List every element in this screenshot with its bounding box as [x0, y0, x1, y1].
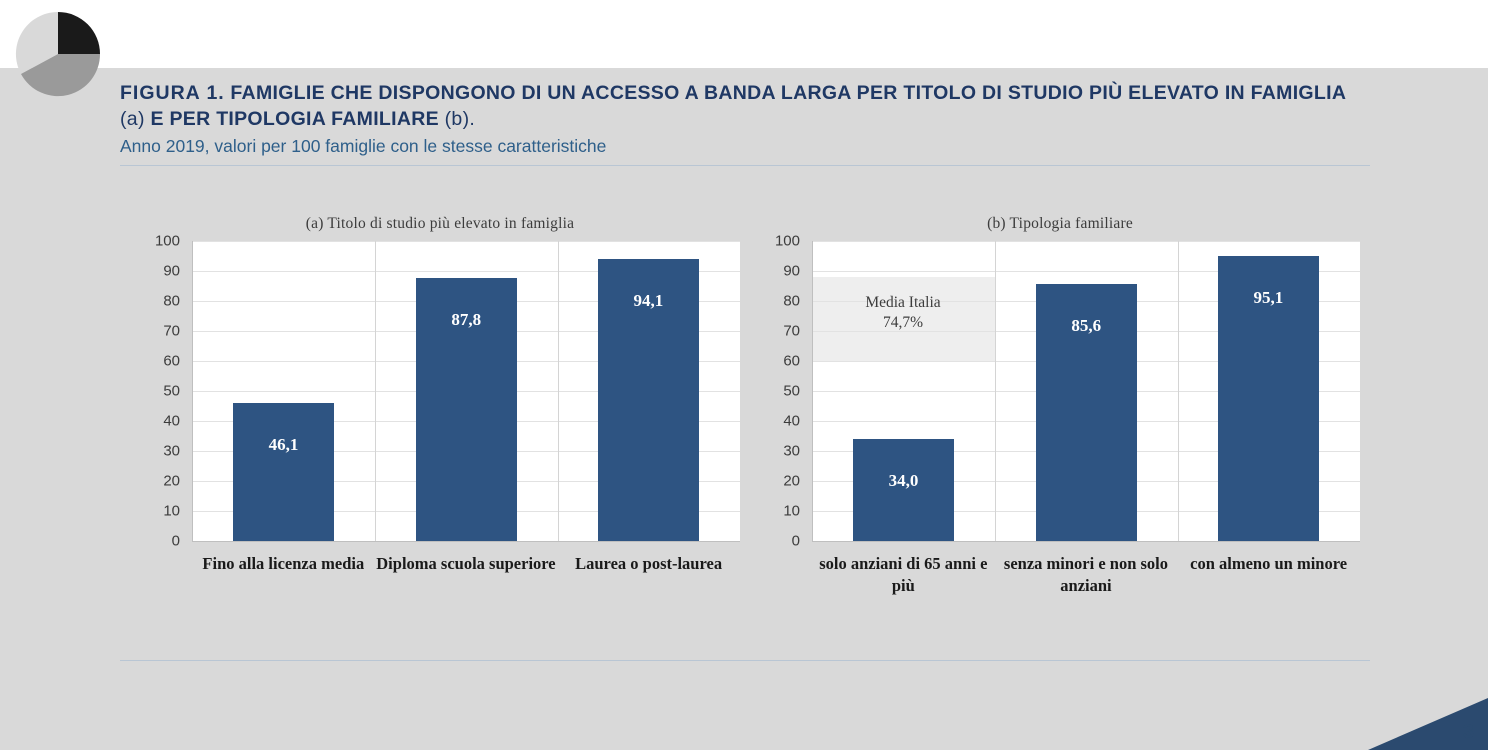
figure-title — [120, 80, 1370, 132]
category-label: senza minori e non solo anziani — [1003, 554, 1168, 595]
header-divider — [120, 165, 1370, 166]
chart-a-y-axis — [140, 232, 186, 550]
chart-b-title: (b) Tipologia familiare — [987, 215, 1133, 232]
figure-header — [120, 80, 1370, 166]
figure-title-b: (b). — [444, 108, 476, 130]
media-italia-value: 74,7% — [882, 314, 924, 331]
y-tick: 50 — [783, 382, 800, 400]
y-tick: 30 — [163, 442, 180, 460]
y-tick: 70 — [163, 322, 180, 340]
y-tick: 90 — [163, 262, 180, 280]
figure-subtitle: Anno 2019, valori per 100 famiglie con le stesse caratteristiche — [120, 136, 607, 156]
chart-a-plot — [192, 241, 740, 542]
chart-b-plot-wrapper — [760, 232, 1360, 595]
y-tick: 80 — [783, 292, 800, 310]
category-divider — [375, 241, 376, 541]
y-tick: 100 — [774, 232, 800, 250]
y-tick: 60 — [783, 352, 800, 370]
gridline — [813, 241, 1360, 242]
y-tick: 20 — [163, 472, 180, 490]
chart-a-category-labels — [192, 553, 740, 623]
bar-value-label: 85,6 — [1071, 316, 1102, 336]
figure-title-part2: E PER TIPOLOGIA FAMILIARE — [150, 108, 439, 130]
y-tick: 50 — [163, 382, 180, 400]
bar-value-label: 46,1 — [268, 434, 299, 454]
bar-senza-minori-non-solo-anziani[interactable] — [1036, 284, 1137, 541]
y-tick: 10 — [783, 502, 800, 520]
category-label: Laurea o post-laurea — [575, 554, 723, 573]
category-label: Diploma scuola superiore — [376, 554, 556, 573]
bar-solo-anziani-65[interactable] — [853, 439, 954, 541]
category-divider — [1178, 241, 1179, 541]
chart-b-category-labels — [812, 553, 1360, 623]
y-tick: 0 — [791, 532, 800, 550]
y-tick: 20 — [783, 472, 800, 490]
bar-value-label: 87,8 — [451, 309, 482, 329]
y-tick: 70 — [783, 322, 800, 340]
y-tick: 90 — [783, 262, 800, 280]
chart-a-title: (a) Titolo di studio più elevato in famiglia — [305, 215, 575, 232]
category-divider — [995, 241, 996, 541]
chart-a-plot-wrapper — [140, 232, 740, 573]
media-italia-annotation — [803, 293, 1003, 333]
y-tick: 30 — [783, 442, 800, 460]
bar-fino-alla-licenza-media[interactable] — [233, 403, 334, 541]
category-label: con almeno un minore — [1190, 554, 1348, 573]
category-label: solo anziani di 65 anni e più — [819, 554, 988, 595]
y-tick: 40 — [163, 412, 180, 430]
chart-panel-a — [140, 215, 740, 645]
bar-laurea-o-post-laurea[interactable] — [598, 259, 699, 541]
y-tick: 100 — [154, 232, 180, 250]
bar-con-almeno-un-minore[interactable] — [1218, 256, 1319, 541]
chart-b-plot — [812, 241, 1360, 542]
y-tick: 60 — [163, 352, 180, 370]
figure-title-part1: FAMIGLIE CHE DISPONGONO DI UN ACCESSO A BANDA LARGA PER TITOLO DI STUDIO PIÙ ELEVATO IN FAMIGLIA — [230, 82, 1346, 104]
charts-area — [120, 215, 1380, 645]
header-white-band — [0, 0, 1488, 68]
istat-logo-icon — [12, 8, 104, 100]
bar-diploma-scuola-superiore[interactable] — [416, 278, 517, 541]
chart-b-y-axis — [760, 232, 806, 550]
category-divider — [558, 241, 559, 541]
gridline — [193, 241, 740, 242]
page-number: 3 — [1462, 721, 1474, 743]
y-tick: 10 — [163, 502, 180, 520]
y-tick: 0 — [171, 532, 180, 550]
bar-value-label: 95,1 — [1253, 287, 1284, 307]
y-tick: 80 — [163, 292, 180, 310]
bar-value-label: 94,1 — [633, 290, 664, 310]
y-tick: 40 — [783, 412, 800, 430]
chart-panel-b — [760, 215, 1360, 645]
bar-value-label: 34,0 — [888, 471, 919, 490]
media-italia-label: Media Italia — [865, 294, 941, 311]
figure-label: FIGURA 1. — [120, 82, 225, 104]
category-label: Fino alla licenza media — [202, 554, 365, 573]
footer-divider — [120, 660, 1370, 661]
figure-title-a: (a) — [120, 108, 145, 130]
